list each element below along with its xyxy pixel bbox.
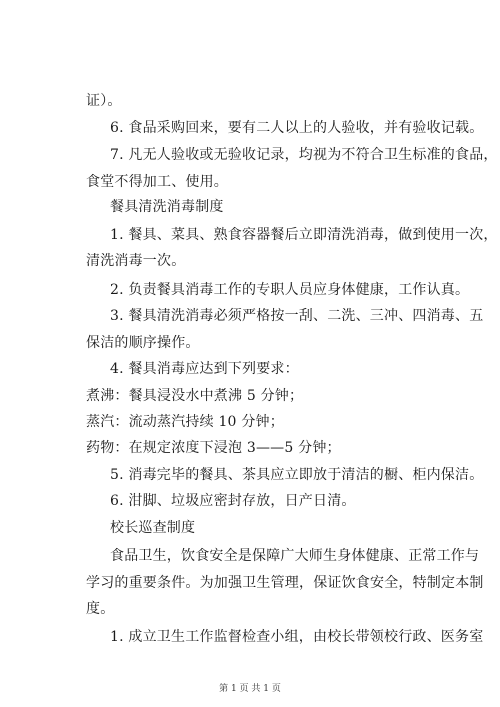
text-line: 1. 成立卫生工作监督检查小组，由校长带领校行政、医务室: [110, 629, 484, 645]
text-line: 煮沸：餐具浸没水中煮沸 5 分钟；: [86, 388, 304, 404]
text-line: 食品卫生，饮食安全是保障广大师生身体健康、正常工作与: [110, 548, 480, 564]
text-line: 学习的重要条件。为加强卫生管理，保证饮食安全，特制定本制: [86, 575, 484, 591]
section-heading: 校长巡查制度: [110, 520, 196, 536]
page-footer: 第 1 页 共 1 页: [219, 684, 281, 694]
text-line: 3. 餐具清洗消毒必须严格按一刮、二洗、三冲、四消毒、五: [110, 308, 484, 324]
text-line: 5. 消毒完毕的餐具、茶具应立即放于清洁的橱、柜内保洁。: [110, 467, 484, 483]
text-line: 1. 餐具、菜具、熟食容器餐后立即清洗消毒，做到使用一次，: [110, 227, 498, 243]
text-line: 蒸汽：流动蒸汽持续 10 分钟；: [86, 414, 284, 430]
text-line: 度。: [86, 601, 115, 617]
text-line: 4. 餐具消毒应达到下列要求：: [110, 361, 299, 377]
text-line: 食堂不得加工、使用。: [86, 174, 228, 190]
text-line: 药物：在规定浓度下浸泡 3——5 分钟；: [86, 440, 341, 456]
section-heading: 餐具清洗消毒制度: [110, 199, 224, 215]
text-line: 清洗消毒一次。: [86, 253, 186, 269]
text-line: 7. 凡无人验收或无验收记录，均视为不符合卫生标准的食品，: [110, 147, 498, 163]
text-line: 6. 食品采购回来，要有二人以上的人验收，并有验收记载。: [110, 120, 484, 136]
text-line: 2. 负责餐具消毒工作的专职人员应身体健康，工作认真。: [110, 282, 470, 298]
text-line: 证）。: [86, 93, 122, 109]
text-line: 保洁的顺序操作。: [86, 335, 200, 351]
text-line: 6. 泔脚、垃圾应密封存放，日产日清。: [110, 493, 356, 509]
